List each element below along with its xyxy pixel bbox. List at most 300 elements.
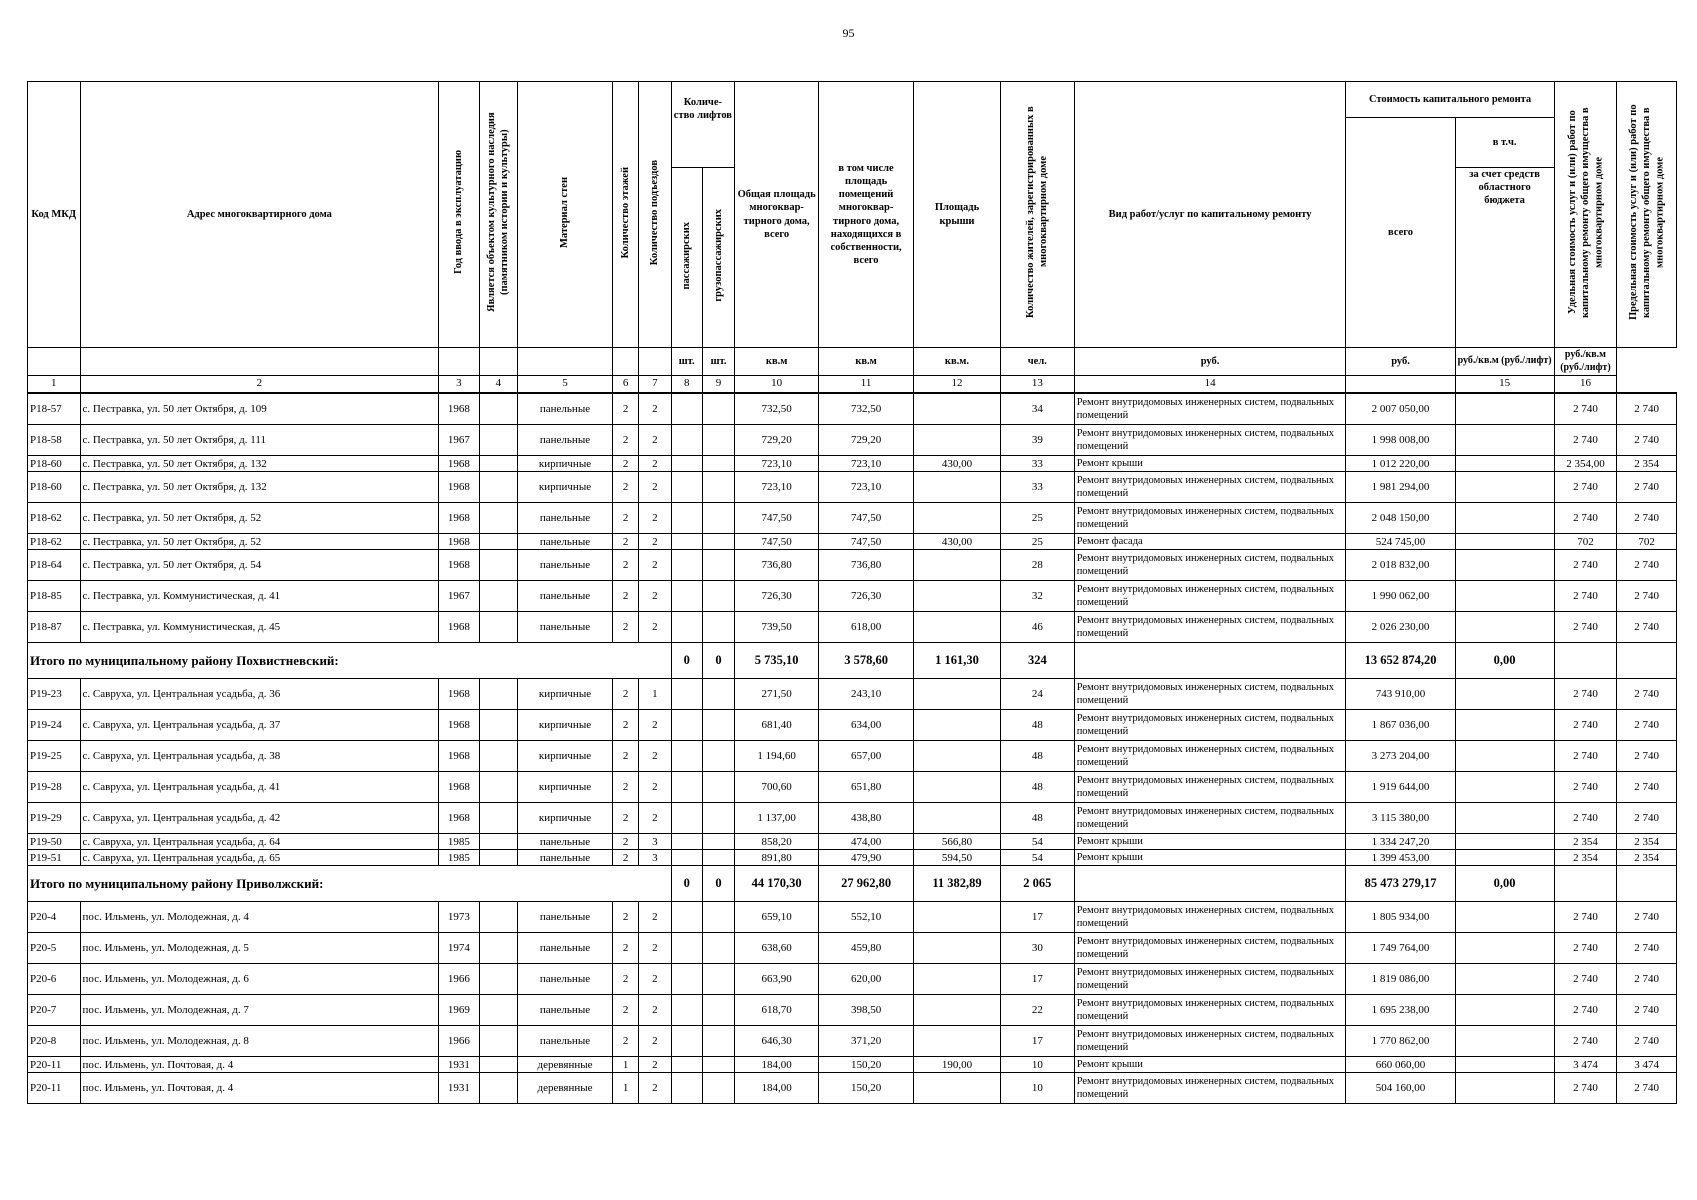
total-roof-area: 11 382,89	[914, 866, 1001, 902]
cell-work-type: Ремонт внутридомовых инженерных систем, подвальных помещений	[1074, 741, 1346, 772]
cell-address: с. Пестравка, ул. Коммунистическая, д. 45	[80, 612, 439, 643]
cell-lifts-passenger	[671, 550, 702, 581]
district-total-row	[28, 643, 1677, 679]
cell-total-area: 184,00	[735, 1073, 819, 1104]
cell-floors: 2	[612, 472, 638, 503]
cell-work-type: Ремонт внутридомовых инженерных систем, подвальных помещений	[1074, 679, 1346, 710]
cell-cost-regional	[1455, 612, 1554, 643]
cell-cost-regional	[1455, 534, 1554, 550]
cell-entrances: 2	[639, 964, 671, 995]
cell-cost-regional	[1455, 741, 1554, 772]
cell-entrances: 2	[639, 803, 671, 834]
cell-year: 1968	[439, 741, 479, 772]
cell-code: Р18-64	[28, 550, 81, 581]
cell-entrances: 2	[639, 472, 671, 503]
cell-cost-total: 743 910,00	[1346, 679, 1455, 710]
cell-lifts-passenger	[671, 425, 702, 456]
cell-year: 1966	[439, 1026, 479, 1057]
cell-lifts-passenger	[671, 1057, 702, 1073]
cell-floors: 2	[612, 933, 638, 964]
column-number: 14	[1074, 376, 1346, 394]
total-residents: 324	[1000, 643, 1074, 679]
cell-floors: 2	[612, 902, 638, 933]
cell-owned-area: 474,00	[819, 834, 914, 850]
cell-year: 1985	[439, 834, 479, 850]
cell-year: 1968	[439, 710, 479, 741]
cell-address: с. Савруха, ул. Центральная усадьба, д. 37	[80, 710, 439, 741]
cell-entrances: 2	[639, 425, 671, 456]
cell-heritage	[479, 850, 517, 866]
cell-lifts-passenger	[671, 902, 702, 933]
cell-lifts-passenger	[671, 472, 702, 503]
cell-unit-cost: 2 740	[1554, 503, 1617, 534]
cell-max-cost: 2 740	[1617, 393, 1677, 425]
cell-heritage	[479, 803, 517, 834]
cell-total-area: 1 137,00	[735, 803, 819, 834]
cell-lifts-freight	[702, 834, 734, 850]
cell-unit-cost: 2 740	[1554, 710, 1617, 741]
header-cost-regional: за счет средств областного бюджета	[1455, 168, 1554, 348]
header-wall-material: Материал стен	[518, 82, 613, 348]
cell-heritage	[479, 995, 517, 1026]
cell-address: пос. Ильмень, ул. Молодежная, д. 7	[80, 995, 439, 1026]
cell-max-cost: 702	[1617, 534, 1677, 550]
cell-roof-area	[914, 933, 1001, 964]
table-row	[28, 550, 1677, 581]
district-total-row	[28, 866, 1677, 902]
cell-lifts-passenger	[671, 581, 702, 612]
cell-wall-material: панельные	[518, 393, 613, 425]
cell-total-area: 732,50	[735, 393, 819, 425]
cell-code: Р18-85	[28, 581, 81, 612]
cell-unit-cost: 2 740	[1554, 425, 1617, 456]
cell-heritage	[479, 772, 517, 803]
cell-entrances: 2	[639, 456, 671, 472]
cell-work-type: Ремонт внутридомовых инженерных систем, подвальных помещений	[1074, 902, 1346, 933]
cell-entrances: 2	[639, 393, 671, 425]
cell-owned-area: 732,50	[819, 393, 914, 425]
cell-address: с. Пестравка, ул. 50 лет Октября, д. 132	[80, 456, 439, 472]
cell-floors: 2	[612, 1026, 638, 1057]
column-numbers-row	[28, 376, 1677, 394]
cell-residents: 24	[1000, 679, 1074, 710]
cell-residents: 54	[1000, 834, 1074, 850]
cell-work-type: Ремонт внутридомовых инженерных систем, подвальных помещений	[1074, 472, 1346, 503]
cell-wall-material: деревянные	[518, 1057, 613, 1073]
cell-floors: 2	[612, 803, 638, 834]
table-row	[28, 534, 1677, 550]
cell-year: 1985	[439, 850, 479, 866]
table-row	[28, 472, 1677, 503]
cell-entrances: 2	[639, 534, 671, 550]
cell-work-type: Ремонт внутридомовых инженерных систем, подвальных помещений	[1074, 425, 1346, 456]
cell-entrances: 2	[639, 995, 671, 1026]
header-max-cost: Предельная стоимость услуг и (или) работ по капитальному ремонту общего имущества в многоквартирном доме	[1617, 82, 1677, 348]
cell-work-type: Ремонт фасада	[1074, 534, 1346, 550]
cell-wall-material: кирпичные	[518, 710, 613, 741]
cell-roof-area	[914, 772, 1001, 803]
column-number: 11	[819, 376, 914, 394]
cell-lifts-passenger	[671, 679, 702, 710]
cell-total-area: 663,90	[735, 964, 819, 995]
table-row	[28, 741, 1677, 772]
cell-code: Р19-50	[28, 834, 81, 850]
cell-unit-cost: 2 740	[1554, 550, 1617, 581]
total-cost: 85 473 279,17	[1346, 866, 1455, 902]
cell-entrances: 2	[639, 612, 671, 643]
unit-rate: руб./кв.м (руб./лифт)	[1554, 348, 1617, 376]
cell-max-cost: 2 740	[1617, 710, 1677, 741]
cell-max-cost: 2 740	[1617, 581, 1677, 612]
cell-wall-material: панельные	[518, 612, 613, 643]
table-body	[28, 393, 1677, 1104]
cell-cost-regional	[1455, 772, 1554, 803]
cell-lifts-passenger	[671, 534, 702, 550]
cell-heritage	[479, 1073, 517, 1104]
cell-residents: 34	[1000, 393, 1074, 425]
cell-lifts-freight	[702, 933, 734, 964]
cell-year: 1968	[439, 472, 479, 503]
cell-roof-area	[914, 581, 1001, 612]
table-row	[28, 834, 1677, 850]
cell-address: с. Пестравка, ул. Коммунистическая, д. 41	[80, 581, 439, 612]
column-number: 10	[735, 376, 819, 394]
cell-year: 1968	[439, 550, 479, 581]
cell-owned-area: 459,80	[819, 933, 914, 964]
cell-address: пос. Ильмень, ул. Молодежная, д. 6	[80, 964, 439, 995]
table-row	[28, 803, 1677, 834]
cell-lifts-freight	[702, 772, 734, 803]
cell-code: Р20-5	[28, 933, 81, 964]
cell-lifts-passenger	[671, 393, 702, 425]
cell-address: с. Савруха, ул. Центральная усадьба, д. 65	[80, 850, 439, 866]
table-row	[28, 710, 1677, 741]
cell-cost-total: 2 026 230,00	[1346, 612, 1455, 643]
table-row	[28, 1026, 1677, 1057]
cell-address: пос. Ильмень, ул. Молодежная, д. 8	[80, 1026, 439, 1057]
cell-wall-material: панельные	[518, 534, 613, 550]
cell-max-cost: 2 740	[1617, 472, 1677, 503]
cell-work-type: Ремонт крыши	[1074, 1057, 1346, 1073]
total-owned-area: 27 962,80	[819, 866, 914, 902]
cell-heritage	[479, 1057, 517, 1073]
cell-total-area: 1 194,60	[735, 741, 819, 772]
cell-lifts-freight	[702, 1057, 734, 1073]
cell-lifts-passenger	[671, 1026, 702, 1057]
cell-max-cost: 2 740	[1617, 1026, 1677, 1057]
table-row	[28, 1057, 1677, 1073]
cell-residents: 25	[1000, 503, 1074, 534]
cell-max-cost: 2 740	[1617, 803, 1677, 834]
cell-address: пос. Ильмень, ул. Молодежная, д. 5	[80, 933, 439, 964]
cell-residents: 10	[1000, 1073, 1074, 1104]
cell-lifts-passenger	[671, 995, 702, 1026]
cell-residents: 32	[1000, 581, 1074, 612]
cell-entrances: 1	[639, 679, 671, 710]
cell-roof-area: 594,50	[914, 850, 1001, 866]
cell-address: с. Пестравка, ул. 50 лет Октября, д. 54	[80, 550, 439, 581]
table-row	[28, 393, 1677, 425]
cell-lifts-passenger	[671, 803, 702, 834]
cell-roof-area	[914, 710, 1001, 741]
column-number: 5	[518, 376, 613, 394]
cell-entrances: 2	[639, 1073, 671, 1104]
cell-floors: 2	[612, 741, 638, 772]
cell-work-type: Ремонт внутридомовых инженерных систем, подвальных помещений	[1074, 1026, 1346, 1057]
cell-lifts-passenger	[671, 456, 702, 472]
column-number: 6	[612, 376, 638, 394]
cell-address: с. Савруха, ул. Центральная усадьба, д. 42	[80, 803, 439, 834]
cell-address: с. Пестравка, ул. 50 лет Октября, д. 52	[80, 534, 439, 550]
cell-heritage	[479, 534, 517, 550]
cell-cost-total: 660 060,00	[1346, 1057, 1455, 1073]
cell-roof-area: 190,00	[914, 1057, 1001, 1073]
cell-cost-total: 1 819 086,00	[1346, 964, 1455, 995]
cell-work-type: Ремонт внутридомовых инженерных систем, подвальных помещений	[1074, 612, 1346, 643]
header-entrances: Количество подъездов	[639, 82, 671, 348]
cell-entrances: 3	[639, 850, 671, 866]
cell-cost-regional	[1455, 995, 1554, 1026]
cell-wall-material: панельные	[518, 834, 613, 850]
cell-cost-total: 1 990 062,00	[1346, 581, 1455, 612]
total-label: Итого по муниципальному району Похвистневский:	[28, 643, 672, 679]
cell-floors: 2	[612, 456, 638, 472]
column-number: 7	[639, 376, 671, 394]
cell-year: 1931	[439, 1073, 479, 1104]
cell-entrances: 2	[639, 772, 671, 803]
table-row	[28, 964, 1677, 995]
cell-owned-area: 747,50	[819, 534, 914, 550]
cell-code: Р18-62	[28, 503, 81, 534]
cell-code: Р18-58	[28, 425, 81, 456]
cell-floors: 2	[612, 964, 638, 995]
cell-wall-material: кирпичные	[518, 679, 613, 710]
cell-roof-area	[914, 995, 1001, 1026]
cell-roof-area	[914, 679, 1001, 710]
cell-lifts-freight	[702, 456, 734, 472]
cell-max-cost: 2 740	[1617, 995, 1677, 1026]
cell-wall-material: панельные	[518, 425, 613, 456]
cell-floors: 2	[612, 393, 638, 425]
cell-residents: 30	[1000, 933, 1074, 964]
cell-work-type: Ремонт внутридомовых инженерных систем, подвальных помещений	[1074, 964, 1346, 995]
cell-residents: 28	[1000, 550, 1074, 581]
cell-owned-area: 618,00	[819, 612, 914, 643]
header-year: Год ввода в эксплуатацию	[439, 82, 479, 348]
total-cost-regional: 0,00	[1455, 866, 1554, 902]
cell-work-type: Ремонт крыши	[1074, 834, 1346, 850]
cell-floors: 2	[612, 534, 638, 550]
cell-residents: 17	[1000, 964, 1074, 995]
cell-total-area: 659,10	[735, 902, 819, 933]
units-row	[28, 348, 1677, 376]
cell-cost-regional	[1455, 550, 1554, 581]
cell-floors: 2	[612, 834, 638, 850]
total-area: 44 170,30	[735, 866, 819, 902]
cell-code: Р20-11	[28, 1057, 81, 1073]
cell-max-cost: 2 740	[1617, 772, 1677, 803]
cell-max-cost: 2 740	[1617, 933, 1677, 964]
cell-max-cost: 2 354	[1617, 834, 1677, 850]
cell-unit-cost: 2 740	[1554, 803, 1617, 834]
cell-heritage	[479, 503, 517, 534]
cell-total-area: 891,80	[735, 850, 819, 866]
cell-heritage	[479, 581, 517, 612]
cell-work-type: Ремонт внутридомовых инженерных систем, подвальных помещений	[1074, 1073, 1346, 1104]
cell-wall-material: кирпичные	[518, 772, 613, 803]
cell-lifts-freight	[702, 850, 734, 866]
cell-cost-total: 3 115 380,00	[1346, 803, 1455, 834]
cell-total-area: 747,50	[735, 503, 819, 534]
unit-rub: руб.	[1074, 348, 1346, 376]
cell-owned-area: 723,10	[819, 472, 914, 503]
cell-cost-regional	[1455, 1057, 1554, 1073]
table-row	[28, 850, 1677, 866]
cell-entrances: 2	[639, 581, 671, 612]
cell-unit-cost: 2 354,00	[1554, 456, 1617, 472]
cell-total-area: 729,20	[735, 425, 819, 456]
unit-pcs: шт.	[702, 348, 734, 376]
cell-residents: 48	[1000, 710, 1074, 741]
cell-cost-total: 2 048 150,00	[1346, 503, 1455, 534]
unit-pcs: шт.	[671, 348, 702, 376]
cell-total-area: 736,80	[735, 550, 819, 581]
cell-wall-material: кирпичные	[518, 472, 613, 503]
cell-lifts-passenger	[671, 612, 702, 643]
unit-people: чел.	[1000, 348, 1074, 376]
cell-lifts-freight	[702, 612, 734, 643]
total-residents: 2 065	[1000, 866, 1074, 902]
cell-address: с. Савруха, ул. Центральная усадьба, д. 41	[80, 772, 439, 803]
cell-floors: 1	[612, 1057, 638, 1073]
cell-owned-area: 150,20	[819, 1073, 914, 1104]
header-heritage: Является объектом культурного наследия (памятником истории и культуры)	[479, 82, 517, 348]
cell-unit-cost: 3 474	[1554, 1057, 1617, 1073]
cell-cost-regional	[1455, 1026, 1554, 1057]
cell-cost-regional	[1455, 1073, 1554, 1104]
cell-work-type: Ремонт внутридомовых инженерных систем, подвальных помещений	[1074, 772, 1346, 803]
cell-residents: 10	[1000, 1057, 1074, 1073]
cell-cost-regional	[1455, 425, 1554, 456]
cell-residents: 46	[1000, 612, 1074, 643]
cell-lifts-passenger	[671, 772, 702, 803]
cell-cost-total: 1 867 036,00	[1346, 710, 1455, 741]
unit-rub: руб.	[1346, 348, 1455, 376]
cell-unit-cost: 2 740	[1554, 995, 1617, 1026]
cell-heritage	[479, 710, 517, 741]
cell-heritage	[479, 964, 517, 995]
cell-year: 1968	[439, 679, 479, 710]
column-number: 3	[439, 376, 479, 394]
cell-cost-regional	[1455, 964, 1554, 995]
column-number: 15	[1455, 376, 1554, 394]
table-row	[28, 933, 1677, 964]
header-floors: Количество этажей	[612, 82, 638, 348]
cell-year: 1969	[439, 995, 479, 1026]
cell-year: 1968	[439, 456, 479, 472]
cell-owned-area: 657,00	[819, 741, 914, 772]
cell-cost-total: 1 012 220,00	[1346, 456, 1455, 472]
cell-floors: 2	[612, 503, 638, 534]
cell-cost-regional	[1455, 472, 1554, 503]
cell-residents: 54	[1000, 850, 1074, 866]
cell-code: Р19-25	[28, 741, 81, 772]
cell-year: 1968	[439, 393, 479, 425]
cell-cost-regional	[1455, 581, 1554, 612]
header-cost-total: всего	[1346, 118, 1455, 348]
cell-wall-material: панельные	[518, 995, 613, 1026]
cell-code: Р19-24	[28, 710, 81, 741]
cell-cost-regional	[1455, 456, 1554, 472]
cell-unit-cost: 2 740	[1554, 933, 1617, 964]
cell-work-type: Ремонт внутридомовых инженерных систем, подвальных помещений	[1074, 393, 1346, 425]
cell-total-area: 700,60	[735, 772, 819, 803]
cell-max-cost: 2 740	[1617, 902, 1677, 933]
cell-roof-area: 430,00	[914, 534, 1001, 550]
cell-floors: 2	[612, 772, 638, 803]
total-label: Итого по муниципальному району Приволжский:	[28, 866, 672, 902]
cell-year: 1966	[439, 964, 479, 995]
cell-year: 1967	[439, 425, 479, 456]
cell-address: пос. Ильмень, ул. Почтовая, д. 4	[80, 1073, 439, 1104]
cell-code: Р18-60	[28, 472, 81, 503]
cell-heritage	[479, 612, 517, 643]
cell-wall-material: панельные	[518, 550, 613, 581]
cell-code: Р20-8	[28, 1026, 81, 1057]
cell-work-type: Ремонт внутридомовых инженерных систем, подвальных помещений	[1074, 933, 1346, 964]
cell-lifts-freight	[702, 1073, 734, 1104]
cell-cost-total: 1 981 294,00	[1346, 472, 1455, 503]
cell-roof-area	[914, 1073, 1001, 1104]
cell-code: Р20-7	[28, 995, 81, 1026]
table-row	[28, 772, 1677, 803]
cell-heritage	[479, 425, 517, 456]
cell-floors: 2	[612, 425, 638, 456]
cell-cost-regional	[1455, 679, 1554, 710]
cell-lifts-freight	[702, 902, 734, 933]
cell-owned-area: 371,20	[819, 1026, 914, 1057]
cell-owned-area: 620,00	[819, 964, 914, 995]
cell-roof-area	[914, 1026, 1001, 1057]
cell-year: 1967	[439, 581, 479, 612]
cell-total-area: 858,20	[735, 834, 819, 850]
cell-total-area: 681,40	[735, 710, 819, 741]
cell-work-type: Ремонт внутридомовых инженерных систем, подвальных помещений	[1074, 550, 1346, 581]
cell-heritage	[479, 472, 517, 503]
cell-address: с. Савруха, ул. Центральная усадьба, д. 38	[80, 741, 439, 772]
cell-unit-cost: 2 740	[1554, 1073, 1617, 1104]
cell-total-area: 739,50	[735, 612, 819, 643]
cell-total-area: 646,30	[735, 1026, 819, 1057]
cell-work-type: Ремонт внутридомовых инженерных систем, подвальных помещений	[1074, 710, 1346, 741]
header-cost-incl: в т.ч.	[1455, 118, 1554, 168]
cell-total-area: 723,10	[735, 472, 819, 503]
cell-residents: 33	[1000, 472, 1074, 503]
cell-year: 1968	[439, 803, 479, 834]
cell-address: с. Савруха, ул. Центральная усадьба, д. 64	[80, 834, 439, 850]
cell-lifts-freight	[702, 741, 734, 772]
cell-cost-total: 1 749 764,00	[1346, 933, 1455, 964]
cell-lifts-freight	[702, 534, 734, 550]
cell-lifts-passenger	[671, 503, 702, 534]
table-row	[28, 503, 1677, 534]
cell-lifts-passenger	[671, 834, 702, 850]
cell-heritage	[479, 1026, 517, 1057]
cell-max-cost: 2 740	[1617, 503, 1677, 534]
cell-owned-area: 552,10	[819, 902, 914, 933]
cell-residents: 48	[1000, 741, 1074, 772]
cell-lifts-passenger	[671, 933, 702, 964]
